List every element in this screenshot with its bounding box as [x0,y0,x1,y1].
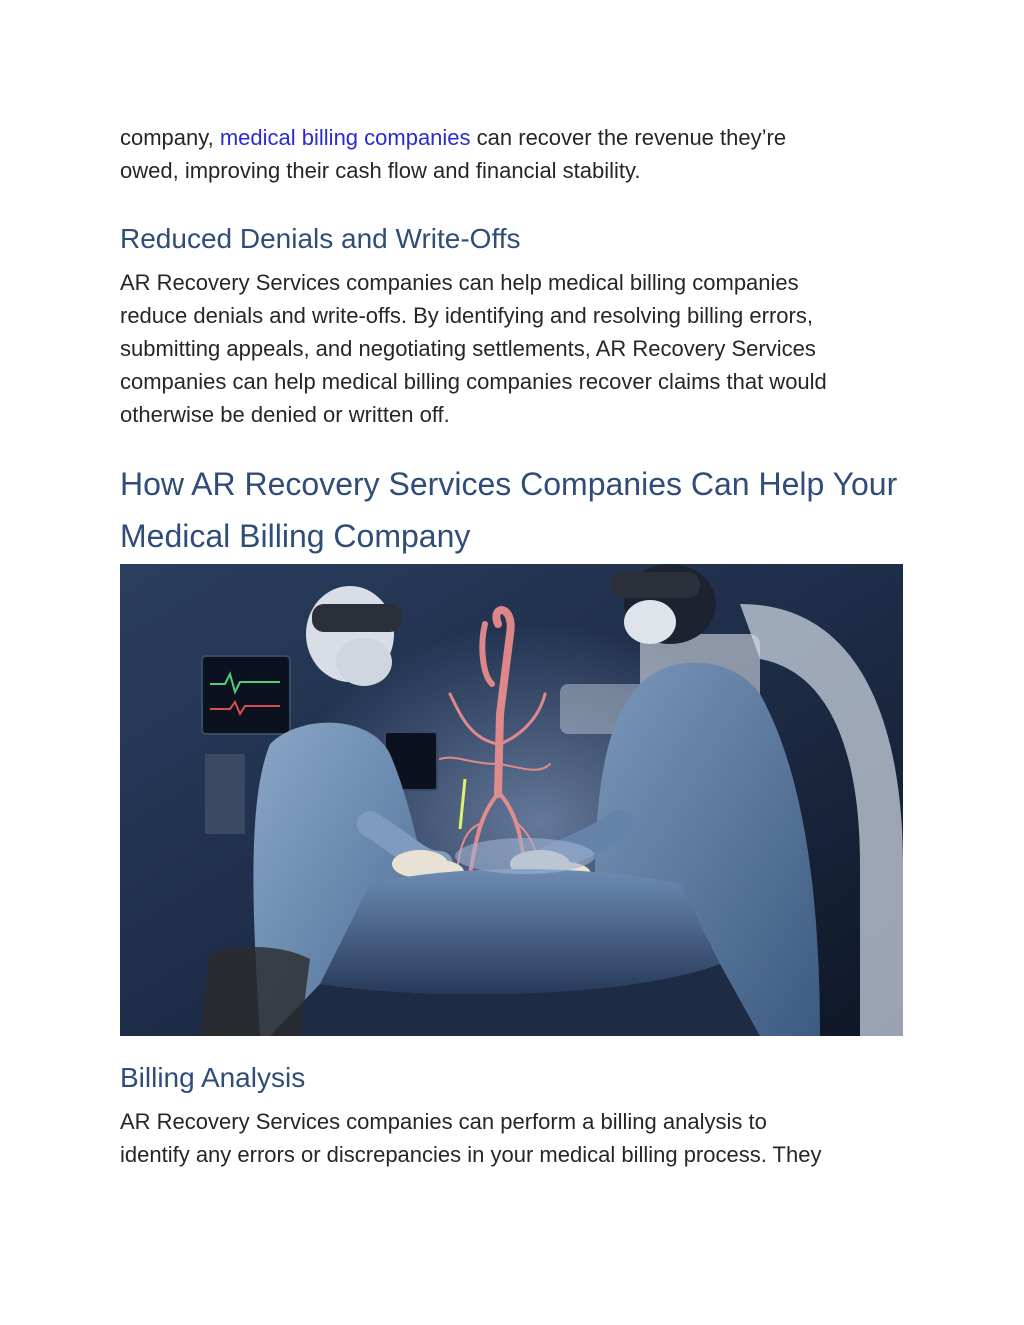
operating-table [320,869,720,994]
monitor-icon [202,656,290,734]
billing-paragraph [120,1105,910,1171]
heading-line-1: How AR Recovery Services Companies Can Help Your [120,466,898,502]
denials-line: AR Recovery Services companies can help medical billing companies [120,270,799,295]
intro-rest: can recover the revenue they’re [470,125,787,150]
denials-paragraph [120,266,910,431]
heading-reduced-denials: Reduced Denials and Write-Offs [120,223,521,254]
medical-billing-companies-link[interactable]: medical billing companies [219,125,471,150]
intro-lead: company, [120,125,220,150]
intro-paragraph [120,121,910,187]
intro-line-2: owed, improving their cash flow and financial stability. [120,158,641,183]
heading-how-ar-recovery [120,458,910,562]
billing-line: AR Recovery Services companies can perform a billing analysis to [120,1109,767,1134]
denials-line: companies can help medical billing companies recover claims that would [120,369,827,394]
billing-line: identify any errors or discrepancies in your medical billing process. They [120,1142,822,1167]
heading-billing-analysis: Billing Analysis [120,1062,306,1093]
heading-line-2: Medical Billing Company [120,518,471,554]
denials-line: otherwise be denied or written off. [120,402,450,427]
denials-line: submitting appeals, and negotiating settlements, AR Recovery Services [120,336,816,361]
surgery-photo [120,564,903,1036]
denials-line: reduce denials and write-offs. By identifying and resolving billing errors, [120,303,813,328]
